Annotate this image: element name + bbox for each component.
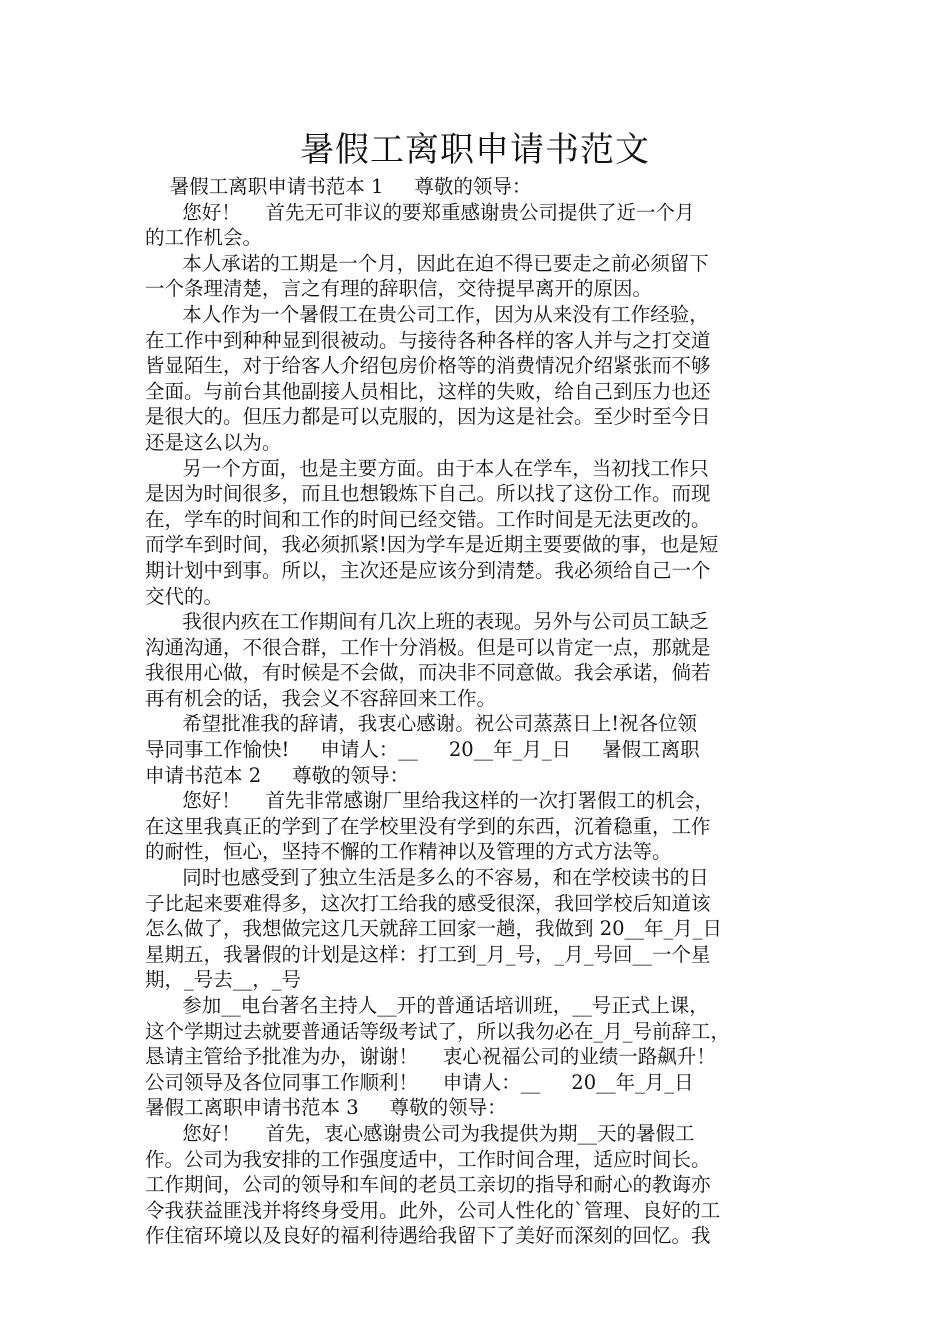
text-line: 导同事工作愉快! 申请人：__ 20__年_月_日 暑假工离职 [145, 738, 700, 762]
text-line: 参加__电台著名主持人__开的普通话培训班，__号正式上课， [145, 994, 709, 1017]
text-line: 另一个方面，也是主要方面。由于本人在学车，当初找工作只 [145, 456, 709, 480]
text-line: 子比起来要难得多，这次打工给我的感受很深，我回学校后知道该 [145, 891, 711, 915]
text-line: 同时也感受到了独立生活是多么的不容易，和在学校读书的日 [145, 866, 709, 890]
text-line: 工作期间，公司的领导和车间的老员工亲切的指导和耐心的教诲亦 [145, 1173, 711, 1197]
document-title: 暑假工离职申请书范文 [300, 130, 650, 170]
text-line: 在工作中到种种显到很被动。与接待各种各样的客人并与之打交道 [145, 328, 711, 352]
text-line: 是很大的。但压力都是可以克服的，因为这是社会。至少时至今日 [145, 405, 711, 429]
text-line: 我很内疚在工作期间有几次上班的表现。另外与公司员工缺乏 [145, 610, 709, 634]
text-line: 作。公司为我安排的工作强度适中，工作时间合理，适应时间长。 [145, 1147, 711, 1171]
text-line: 公司领导及各位同事工作顺利！ 申请人：__ 20__年_月_日 [145, 1070, 694, 1094]
text-line: 是因为时间很多，而且也想锻炼下自己。所以找了这份工作。而现 [145, 482, 711, 506]
text-line: 恳请主管给予批准为办，谢谢！ 衷心祝福公司的业绩一路飙升！ [145, 1045, 716, 1069]
text-line: 作住宿环境以及良好的福利待遇给我留下了美好而深刻的回忆。我 [145, 1224, 711, 1248]
text-line: 怎么做了，我想做完这几天就辞工回家一趟，我做到 20__年_月_日 [145, 917, 723, 941]
text-line: 的工作机会。 [145, 226, 263, 250]
text-line: 暑假工离职申请书范本 3 尊敬的领导： [145, 1096, 507, 1120]
text-line: 沟通沟通，不很合群，工作十分消极。但是可以肯定一点，那就是 [145, 635, 711, 659]
text-line: 您好！ 首先非常感谢厂里给我这样的一次打署假工的机会， [145, 789, 714, 813]
text-line: 令我获益匪浅并将终身受用。此外，公司人性化的`管理、良好的工 [145, 1198, 721, 1222]
text-line: 您好！ 首先无可非议的要郑重感谢贵公司提供了近一个月 [145, 200, 695, 224]
text-line: 在，学车的时间和工作的时间已经交错。工作时间是无法更改的。 [145, 507, 711, 531]
text-line: 期计划中到事。所以，主次还是应该分到清楚。我必须给自己一个 [145, 558, 711, 582]
document-body [145, 174, 809, 1249]
text-line: 一个条理清楚，言之有理的辞职信，交待提早离开的原因。 [145, 277, 653, 301]
text-line: 这个学期过去就要普通话等级考试了，所以我勿必在_月_号前辞工， [145, 1019, 731, 1043]
text-line: 全面。与前台其他副接人员相比，这样的失败，给自己到压力也还 [145, 379, 711, 403]
text-line: 本人承诺的工期是一个月，因此在迫不得已要走之前必须留下 [145, 251, 709, 275]
text-line: 本人作为一个暑假工在贵公司工作，因为从来没有工作经验， [145, 302, 709, 326]
text-line: 而学车到时间，我必须抓紧!因为学车是近期主要要做的事，也是短 [145, 533, 719, 557]
text-line: 希望批准我的辞请，我衷心感谢。祝公司蒸蒸日上!祝各位领 [145, 712, 698, 736]
text-line: 星期五，我暑假的计划是这样：打工到_月_号，_月_号回__一个星 [145, 942, 711, 966]
text-line: 您好！ 首先，衷心感谢贵公司为我提供为期__天的暑假工 [145, 1121, 695, 1145]
text-line: 暑假工离职申请书范本 1 尊敬的领导： [145, 175, 532, 198]
text-line: 期，_号去__，_号 [145, 968, 302, 992]
text-line: 申请书范本 2 尊敬的领导： [145, 763, 410, 787]
text-line: 交代的。 [145, 584, 224, 608]
text-line: 还是这么以为。 [145, 430, 282, 454]
text-line: 再有机会的话，我会义不容辞回来工作。 [145, 686, 497, 710]
text-line: 我很用心做，有时候是不会做，而决非不同意做。我会承诺，倘若 [145, 661, 711, 685]
text-line: 皆显陌生，对于给客人介绍包房价格等的消费情况介绍紧张而不够 [145, 354, 711, 378]
text-line: 在这里我真正的学到了在学校里没有学到的东西，沉着稳重，工作 [145, 814, 711, 838]
text-line: 的耐性，恒心，坚持不懈的工作精神以及管理的方式方法等。 [145, 840, 672, 864]
